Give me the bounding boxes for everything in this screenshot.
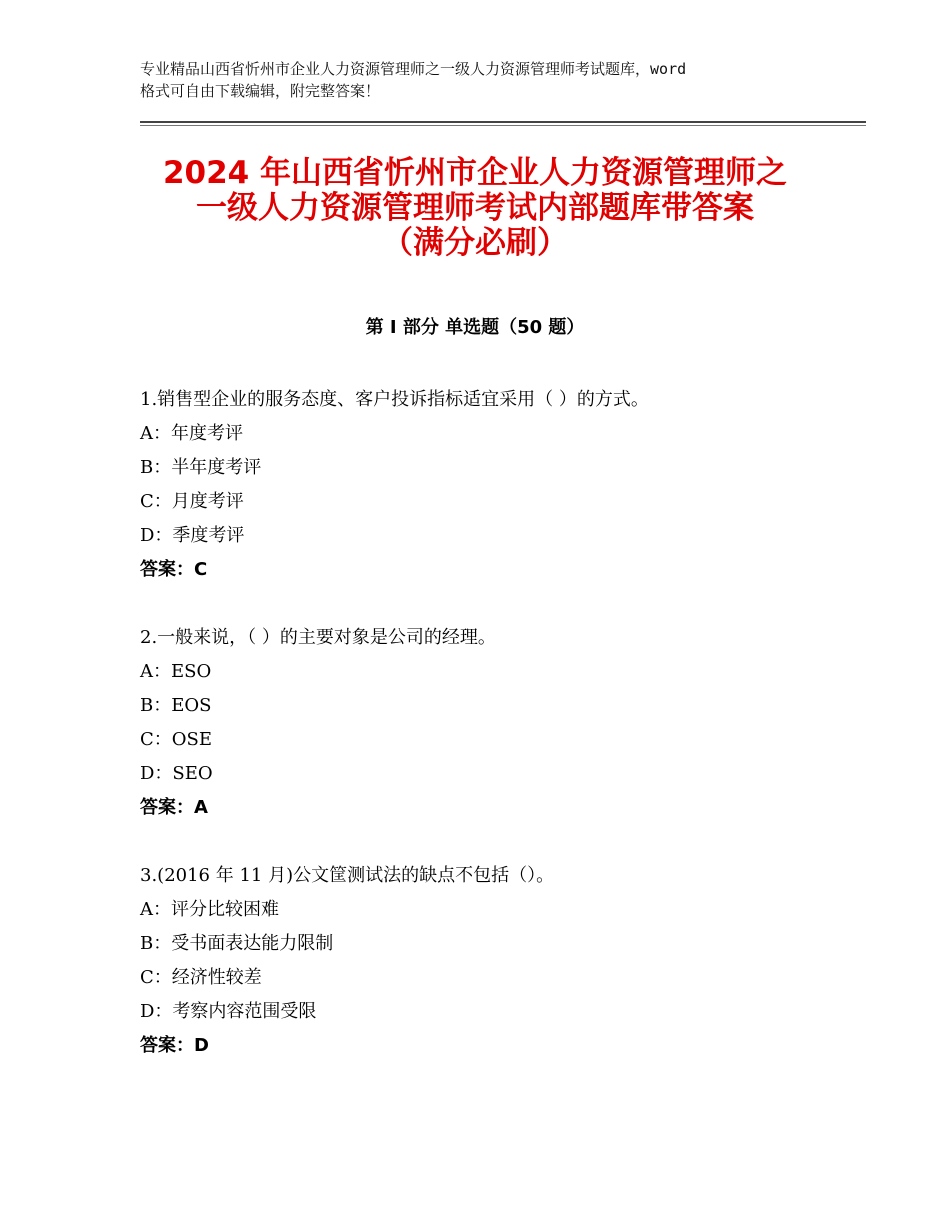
document-title-line-2: 一级人力资源管理师考试内部题库带答案 xyxy=(196,190,754,226)
question-2-option-c: C：OSE xyxy=(140,729,212,750)
question-1-option-a: A：年度考评 xyxy=(140,423,243,444)
header-note-line-1: 专业精品山西省忻州市企业人力资源管理师之一级人力资源管理师考试题库，word xyxy=(140,60,687,78)
question-list xyxy=(140,383,860,1097)
document-title xyxy=(100,156,850,261)
question-3-text: 3.(2016 年 11 月)公文筐测试法的缺点不包括（）。 xyxy=(140,865,555,886)
question-3-option-b: B：受书面表达能力限制 xyxy=(140,933,334,954)
question-1-answer: 答案：C xyxy=(140,559,208,580)
header-divider-thin xyxy=(140,125,866,126)
question-2-answer: 答案：A xyxy=(140,797,208,818)
question-1 xyxy=(140,383,860,587)
header-note-line-2: 格式可自由下载编辑，附完整答案！ xyxy=(140,82,381,100)
question-3-option-d: D：考察内容范围受限 xyxy=(140,1001,317,1022)
document-title-line-3: （满分必刷） xyxy=(382,225,568,261)
section-heading: 第 I 部分 单选题（50 题） xyxy=(365,317,585,338)
question-3 xyxy=(140,859,860,1063)
question-2 xyxy=(140,621,860,825)
question-1-option-b: B：半年度考评 xyxy=(140,457,262,478)
question-3-answer: 答案：D xyxy=(140,1035,209,1056)
question-2-option-a: A：ESO xyxy=(140,661,212,682)
question-3-option-a: A：评分比较困难 xyxy=(140,899,279,920)
question-1-option-c: C：月度考评 xyxy=(140,491,244,512)
question-2-option-b: B：EOS xyxy=(140,695,212,716)
question-1-text: 1.销售型企业的服务态度、客户投诉指标适宜采用（ ）的方式。 xyxy=(140,389,649,410)
header-divider-thick xyxy=(140,121,866,123)
question-2-option-d: D：SEO xyxy=(140,763,213,784)
question-2-text: 2.一般来说，（ ）的主要对象是公司的经理。 xyxy=(140,627,496,648)
question-1-option-d: D：季度考评 xyxy=(140,525,245,546)
document-title-line-1: 2024 年山西省忻州市企业人力资源管理师之 xyxy=(162,155,788,191)
question-3-option-c: C：经济性较差 xyxy=(140,967,262,988)
header-note xyxy=(140,58,830,102)
